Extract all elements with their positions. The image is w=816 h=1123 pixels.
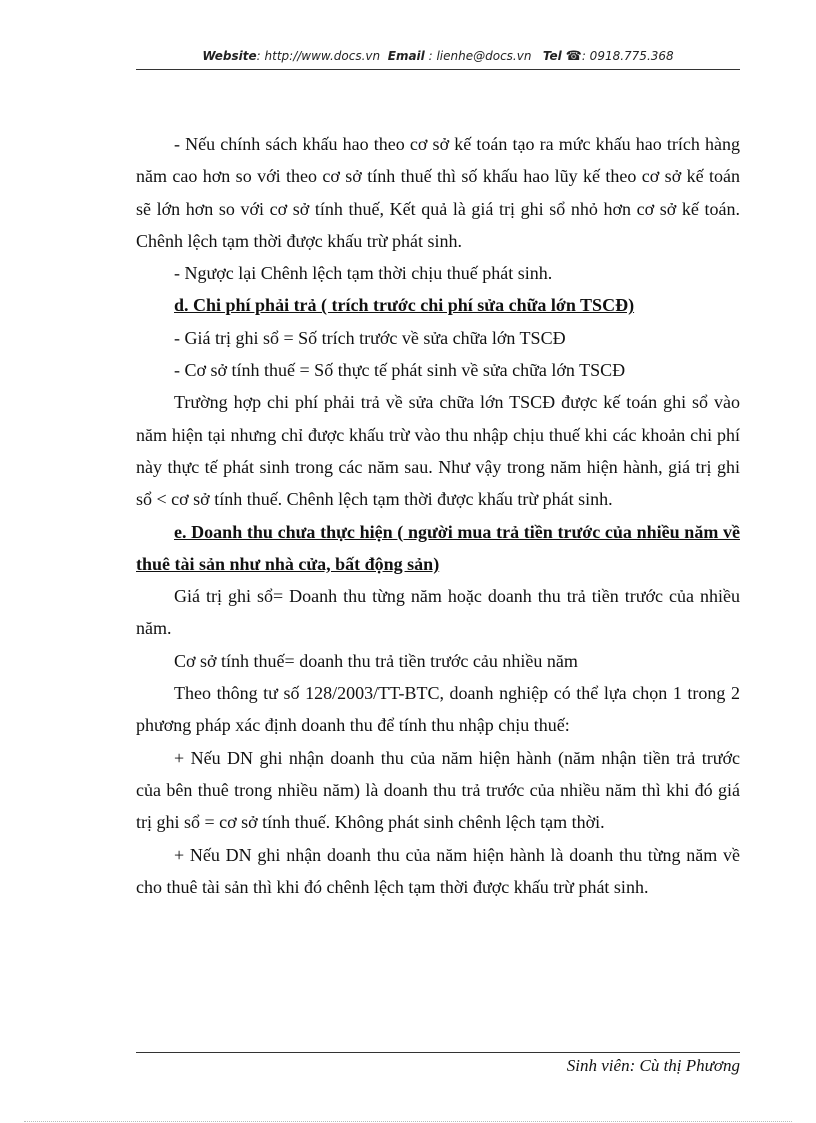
website-label: Website — [202, 49, 257, 63]
paragraph: + Nếu DN ghi nhận doanh thu của năm hiện hành là doanh thu từng năm về cho thuê tài sản thì khi đó chênh lệch tạm thời được khấu trừ phát sinh. — [136, 844, 740, 897]
tel-label: Tel — [542, 49, 562, 63]
paragraph: - Giá trị ghi sổ = Số trích trước về sửa chữa lớn TSCĐ — [174, 327, 566, 348]
phone-icon: ☎ — [565, 49, 582, 64]
paragraph: Cơ sở tính thuế= doanh thu trả tiền trước cảu nhiều năm — [174, 650, 578, 671]
email-value: : lienhe@docs.vn — [428, 49, 532, 63]
paragraph: Theo thông tư số 128/2003/TT-BTC, doanh nghiệp có thể lựa chọn 1 trong 2 phương pháp xác định doanh thu để tính thu nhập chịu thuế: — [136, 683, 740, 736]
section-heading-e: e. Doanh thu chưa thực hiện ( người mua trả tiền trước của nhiều năm về thuê tài sản như nhà cửa, bất động sản) — [136, 521, 740, 574]
page-border-dotted — [24, 1121, 792, 1122]
paragraph: + Nếu DN ghi nhận doanh thu của năm hiện hành (năm nhận tiền trả trước của bên thuê trong nhiều năm) là doanh thu trả trước của nhiều năm thì khi đó giá trị ghi sổ = cơ sở tính thuế. Không phát sinh chênh lệch tạm thời. — [136, 747, 740, 833]
paragraph: - Ngược lại Chênh lệch tạm thời chịu thuế phát sinh. — [174, 263, 553, 284]
paragraph: Trường hợp chi phí phải trả về sửa chữa lớn TSCĐ được kế toán ghi sổ vào năm hiện tại nhưng chỉ được khấu trừ vào thu nhập chịu thuế khi các khoản chi phí này thực tế phát sinh trong các năm sau. Như vậy trong năm hiện hành, giá trị ghi sổ < cơ sở tính thuế. Chênh lệch tạm thời được khấu trừ phát sinh. — [136, 392, 740, 510]
page-footer — [136, 1052, 740, 1079]
page-header — [136, 45, 740, 70]
paragraph: Giá trị ghi sổ= Doanh thu từng năm hoặc doanh thu trả tiền trước của nhiều năm. — [136, 586, 740, 639]
paragraph: - Nếu chính sách khấu hao theo cơ sở kế toán tạo ra mức khấu hao trích hàng năm cao hơn so với theo cơ sở tính thuế thì số khấu hao lũy kế theo cơ sở kế toán sẽ lớn hơn so với cơ sở tính thuế, Kết quả là giá trị ghi sổ nhỏ hơn cơ sở kế toán. Chênh lệch tạm thời được khấu trừ phát sinh. — [136, 134, 740, 251]
student-name: Sinh viên: Cù thị Phương — [566, 1056, 740, 1075]
paragraph: - Cơ sở tính thuế = Số thực tế phát sinh về sửa chữa lớn TSCĐ — [174, 360, 626, 381]
section-heading-d: d. Chi phí phải trả ( trích trước chi phí sửa chữa lớn TSCĐ) — [174, 295, 635, 316]
tel-value: : 0918.775.368 — [581, 49, 674, 63]
document-body — [136, 128, 740, 903]
email-label: Email — [387, 49, 425, 63]
website-value: : http://www.docs.vn — [256, 49, 381, 63]
